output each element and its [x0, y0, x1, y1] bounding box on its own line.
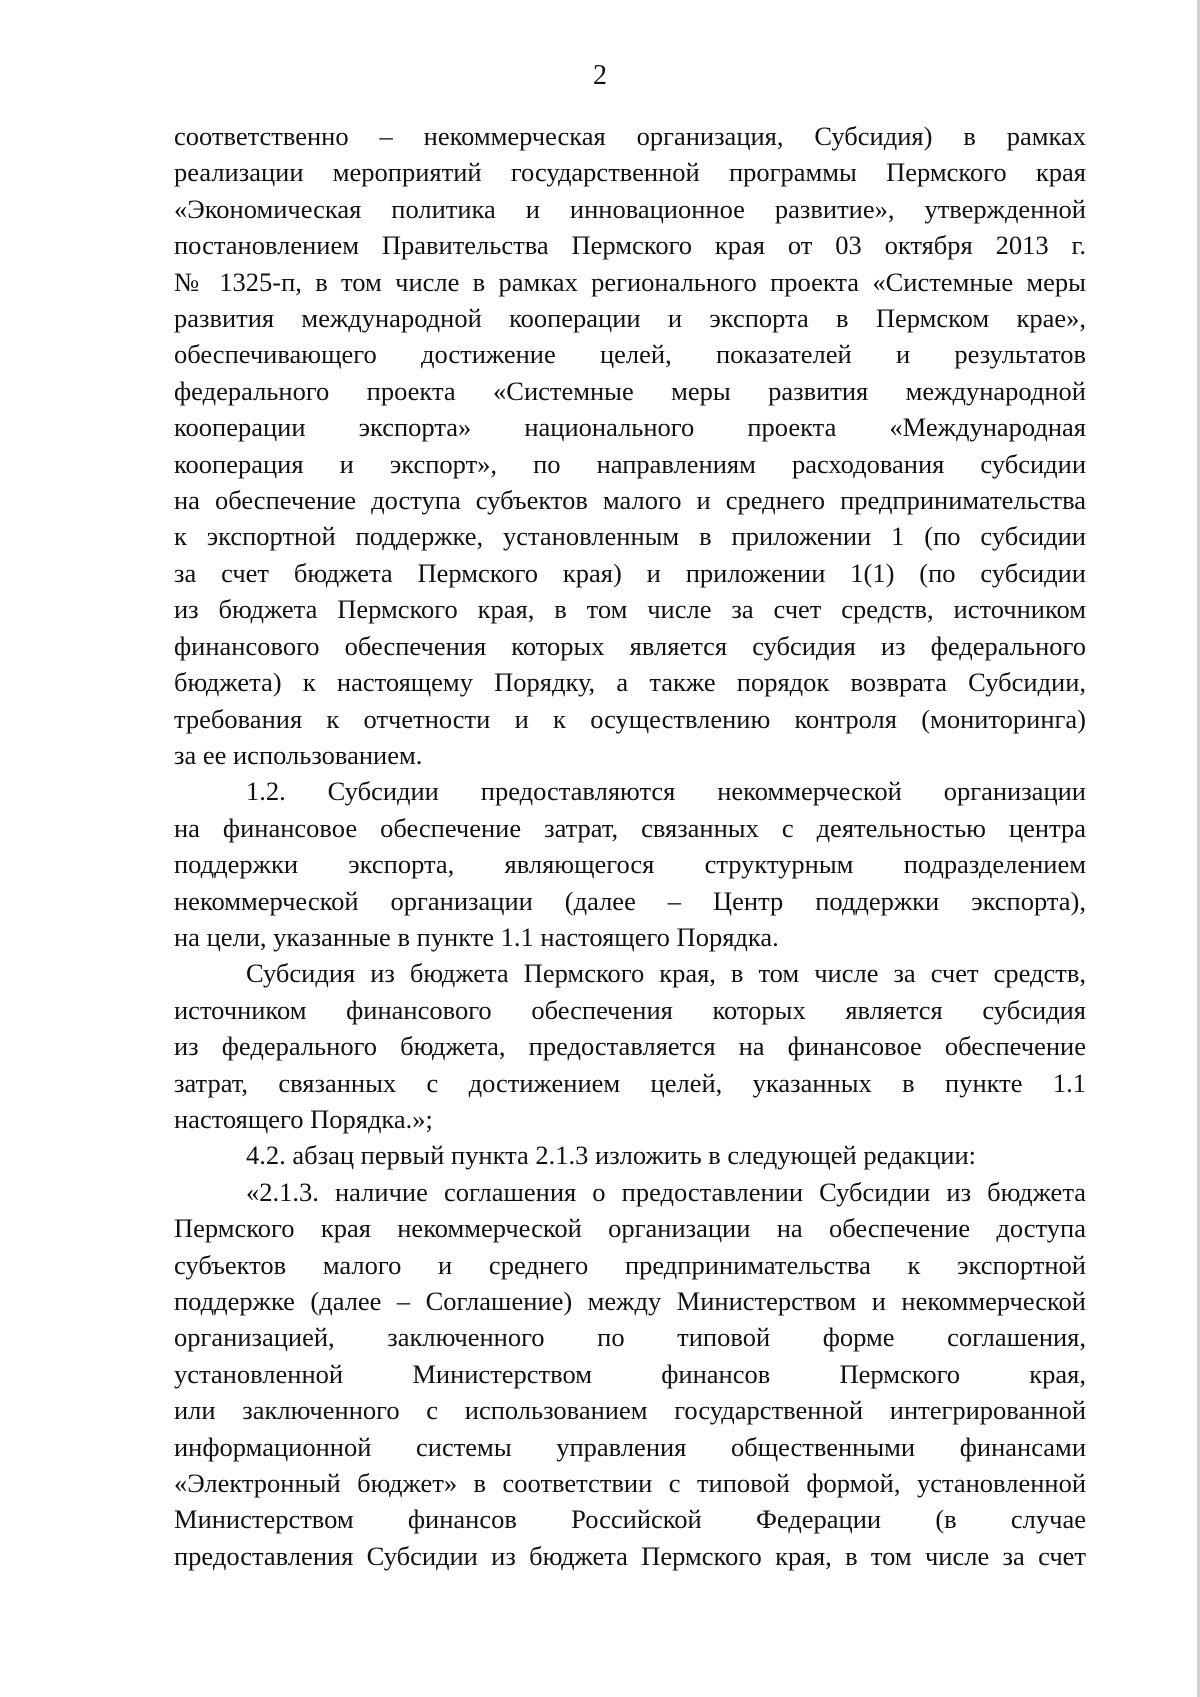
body-line: из бюджета Пермского края, в том числе за счет средств, источником [174, 594, 1086, 625]
body-line: некоммерческой организации (далее – Центр поддержки экспорта), [174, 885, 1086, 916]
body-line: 1.2. Субсидии предоставляются некоммерческой организации [246, 776, 1086, 807]
body-line: организацией, заключенного по типовой форме соглашения, [174, 1322, 1086, 1353]
body-line: развития международной кооперации и экспорта в Пермском крае», [174, 303, 1086, 334]
body-line: Министерством финансов Российской Федерации (в случае [174, 1504, 1086, 1535]
body-line: бюджета) к настоящему Порядку, а также порядок возврата Субсидии, [174, 667, 1086, 698]
body-line: за счет бюджета Пермского края) и приложении 1(1) (по субсидии [174, 557, 1086, 588]
body-line: постановлением Правительства Пермского края от 03 октября 2013 г. [174, 230, 1086, 261]
body-line: субъектов малого и среднего предпринимательства к экспортной [174, 1249, 1086, 1280]
body-line: финансового обеспечения которых является субсидия из федерального [174, 630, 1086, 661]
body-line: или заключенного с использованием государственной интегрированной [174, 1395, 1086, 1426]
body-line: «Электронный бюджет» в соответствии с типовой формой, установленной [174, 1468, 1086, 1499]
body-line: Субсидия из бюджета Пермского края, в том числе за счет средств, [246, 958, 1086, 989]
body-line: на цели, указанные в пункте 1.1 настоящего Порядка. [174, 921, 779, 952]
body-line: затрат, связанных с достижением целей, указанных в пункте 1.1 [174, 1067, 1086, 1098]
page-number: 2 [593, 60, 607, 91]
body-line: источником финансового обеспечения которых является субсидия [174, 994, 1086, 1025]
body-line: установленной Министерством финансов Пермского края, [174, 1358, 1086, 1389]
body-line: на финансовое обеспечение затрат, связанных с деятельностью центра [174, 812, 1086, 843]
body-line: кооперации экспорта» национального проекта «Международная [174, 412, 1086, 443]
body-line: федерального проекта «Системные меры развития международной [174, 375, 1086, 406]
body-line: реализации мероприятий государственной программы Пермского края [174, 157, 1086, 188]
body-line: № 1325-п, в том числе в рамках регионального проекта «Системные меры [174, 266, 1086, 297]
body-line: требования к отчетности и к осуществлению контроля (мониторинга) [174, 703, 1086, 734]
body-line: соответственно – некоммерческая организация, Субсидия) в рамках [174, 121, 1086, 151]
body-line: 4.2. абзац первый пункта 2.1.3 изложить в следующей редакции: [246, 1140, 977, 1171]
body-line: информационной системы управления общественными финансами [174, 1431, 1086, 1462]
body-line: «2.1.3. наличие соглашения о предоставлении Субсидии из бюджета [246, 1176, 1086, 1207]
body-line: поддержке (далее – Соглашение) между Министерством и некоммерческой [174, 1286, 1086, 1316]
body-line: за ее использованием. [174, 739, 423, 770]
body-line: поддержки экспорта, являющегося структурным подразделением [174, 849, 1086, 880]
body-line: настоящего Порядка.»; [174, 1103, 433, 1134]
body-line: предоставления Субсидии из бюджета Пермского края, в том числе за счет [174, 1540, 1086, 1571]
body-line: Пермского края некоммерческой организации на обеспечение доступа [174, 1213, 1086, 1244]
document-body [174, 118, 1086, 1574]
body-line: обеспечивающего достижение целей, показателей и результатов [174, 339, 1086, 370]
body-line: из федерального бюджета, предоставляется на финансовое обеспечение [174, 1031, 1086, 1062]
body-line: на обеспечение доступа субъектов малого и среднего предпринимательства [174, 485, 1086, 516]
body-line: «Экономическая политика и инновационное развитие», утвержденной [174, 193, 1086, 224]
body-line: кооперация и экспорт», по направлениям расходования субсидии [174, 448, 1086, 479]
body-line: к экспортной поддержке, установленным в приложении 1 (по субсидии [174, 521, 1086, 552]
